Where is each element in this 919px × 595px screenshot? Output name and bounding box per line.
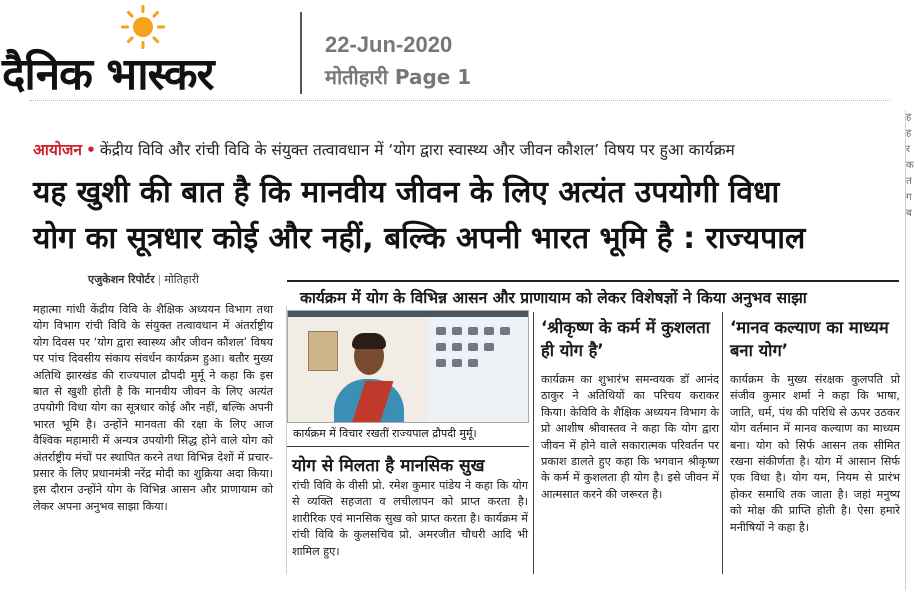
- column-3-subhead: ‘श्रीकृष्ण के कर्म में कुशलता ही योग है’: [541, 318, 710, 360]
- video-thumb: [452, 327, 462, 335]
- crop-edge: [30, 100, 890, 108]
- video-thumb: [468, 359, 478, 367]
- body-column-2: रांची विवि के वीसी प्रो. रमेश कुमार पांडेय ने कहा कि योग से व्यक्ति सहजता व लचीलापन को प्राप्त करता है। शारीरिक एवं मानसिक सुख को प्राप्त करता है। कार्यक्रम में रांची विवि के कुलसचिव प्रो. अमरजीत चौधरी आदि भी शामिल हुए।: [292, 479, 528, 558]
- kicker-tag: आयोजन: [33, 141, 82, 159]
- video-thumb: [452, 343, 462, 351]
- person-hair: [352, 333, 386, 349]
- edge-fragment: ह: [906, 112, 912, 123]
- issue-date: 22-Jun-2020: [325, 32, 453, 57]
- edge-fragment: क: [906, 160, 914, 171]
- column-rule: [533, 312, 534, 574]
- masthead-divider: [300, 12, 302, 94]
- kicker-line: [33, 138, 735, 160]
- caption-rule: [287, 446, 529, 447]
- video-thumb: [500, 327, 510, 335]
- body-column-4: कार्यक्रम के मुख्य संरक्षक कुलपति प्रो संजीव कुमार शर्मा ने कहा कि भाषा, जाति, धर्म, पंथ की परिधि से ऊपर उठकर योग वर्तमान में मानव कल्याण का माध्यम बना। योग को सिर्फ आसन तक सीमित रखना संकीर्णता है। योग में आसान सिर्फ एक विधा है। योग यम, नियम से प्रारंभ होकर समाधि तक जाता है। जहां मनुष्य को मोक्ष की प्राप्ति होती है। ऐसा हमारे मनीषियों ने कहा है।: [730, 373, 900, 534]
- photo-caption: कार्यक्रम में विचार रखतीं राज्यपाल द्रौपदी मुर्मू।: [293, 427, 477, 440]
- kicker-text: केंद्रीय विवि और रांची विवि के संयुक्त तत्वावधान में ‘योग द्वारा स्वास्थ्य और जीवन कौशल’ विषय पर हुआ कार्यक्रम: [99, 141, 735, 159]
- newspaper-logo: दैनिक भास्कर: [2, 49, 214, 100]
- column-2-subhead: योग से मिलता है मानसिक सुख: [292, 456, 485, 476]
- news-photo: [287, 310, 529, 423]
- headline: [33, 170, 898, 262]
- masthead: [0, 0, 919, 100]
- body-column-1: महात्मा गांधी केंद्रीय विवि के शैक्षिक अध्ययन विभाग तथा योग विभाग रांची विवि के संयुक्त तत्वावधान में अंतर्राष्ट्रीय योग दिवस पर ‘योग द्वारा स्वास्थ्य और जीवन कौशल’ विषय पर पांच दिवसीय संकाय संवर्धन कार्यक्रम हुआ। बतौर मुख्य अतिथि झारखंड की राज्यपाल द्रौपदी मुर्मू ने कहा कि इस बात से खुशी होती है कि मानवीय जीवन के लिए अत्यंत उपयोगी विधा योग का सूत्रधार कोई और नहीं, बल्कि अपनी भारत भूमि है। उन्होंने मानवता की रक्षा के लिए आज वैश्विक महामारी में अन्यत्र उपयोगी सिद्ध होने वाले योग को अंतर्राष्ट्रीय मंचों पर स्थापित करने तथा विभिन्न देशों में प्रचार-प्रसार के लिए प्रधानमंत्री नरेंद्र मोदी का शुक्रिया अदा किया। इस दौरान उन्होंने योग के विभिन्न आसन और प्राणायाम को लेकर अपना अनुभव साझा किया।: [33, 303, 273, 513]
- video-thumb: [484, 343, 494, 351]
- headline-line-2: योग का सूत्रधार कोई और नहीं, बल्कि अपनी भारत भूमि है : राज्यपाल: [33, 221, 806, 256]
- edge-fragment: त: [906, 176, 912, 187]
- subhead-rule: [287, 280, 899, 282]
- edge-fragment: ह: [906, 128, 912, 139]
- edge-fragment: र: [906, 144, 911, 155]
- video-thumb: [436, 327, 446, 335]
- video-thumb: [436, 359, 446, 367]
- video-thumb: [484, 327, 494, 335]
- adjacent-article-edge: [905, 110, 919, 590]
- body-column-3: कार्यक्रम का शुभारंभ समन्वयक डॉ आनंद ठाकुर ने अतिथियों का परिचय कराकर किया। केविवि के शैक्षिक अध्ययन विभाग के प्रो आशीष श्रीवास्तव ने कहा कि योग द्वारा जीवन में होने वाले सकारात्मक परिवर्तन पर प्रकाश डालते हुए कहा कि भगवान श्रीकृष्ण के कर्म में कुशलता ही योग है। इसे जीवन में आत्मसात करने की जरूरत है।: [541, 373, 719, 501]
- byline-divider: |: [157, 273, 162, 286]
- video-thumb: [468, 343, 478, 351]
- section-subhead: कार्यक्रम में योग के विभिन्न आसन और प्राणायाम को लेकर विशेषज्ञों ने किया अनुभव साझा: [300, 289, 807, 307]
- kicker-separator: •: [85, 141, 96, 159]
- headline-line-1: यह खुशी की बात है कि मानवीय जीवन के लिए अत्यंत उपयोगी विधा: [33, 175, 780, 210]
- photo-video-grid: [428, 317, 529, 423]
- byline-location: मोतिहारी: [164, 273, 199, 286]
- issue-page: मोतीहारी Page 1: [325, 65, 472, 89]
- video-thumb: [452, 359, 462, 367]
- photo-plaque: [308, 331, 338, 371]
- video-thumb: [436, 343, 446, 351]
- column-rule: [722, 312, 723, 574]
- byline-reporter: एजुकेशन रिपोर्टर: [88, 273, 155, 286]
- edge-fragment: ब: [906, 208, 912, 219]
- video-thumb: [468, 327, 478, 335]
- byline: [88, 272, 199, 287]
- column-4-subhead: ‘मानव कल्याण का माध्यम बना योग’: [730, 318, 889, 360]
- edge-fragment: ग: [906, 192, 912, 203]
